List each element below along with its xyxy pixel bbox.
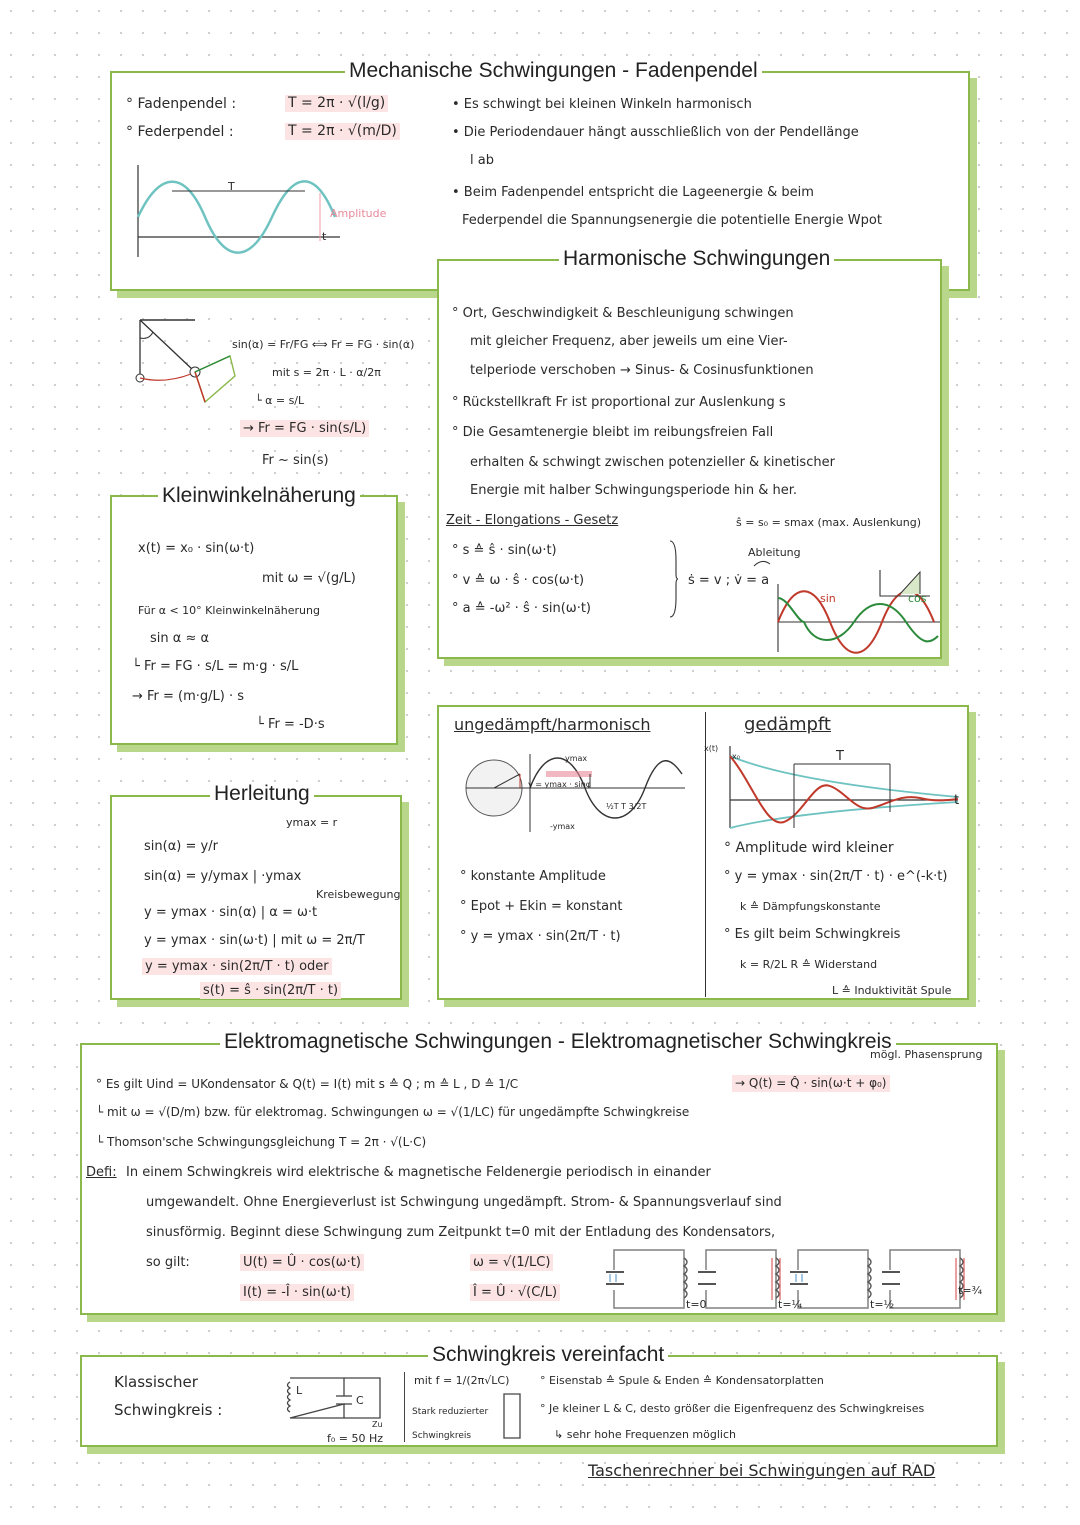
pendulum-diagram <box>135 318 245 398</box>
elek-d4: so gilt: <box>146 1255 190 1270</box>
footer-note: Taschenrechner bei Schwingungen auf RAD <box>588 1461 936 1480</box>
elek-i-eq: I(t) = -Î · sin(ω·t) <box>240 1284 354 1301</box>
pendel-f4: → Fr = FG · sin(s/L) <box>240 420 369 437</box>
gedaempft-r1: ° Amplitude wird kleiner <box>724 840 894 856</box>
klein-l3: Für α < 10° Kleinwinkelnäherung <box>138 604 320 617</box>
kleinwinkel-box <box>110 495 398 745</box>
harm-eq-s: ° s ≙ ŝ · sin(ω·t) <box>452 543 557 558</box>
t0-label: t=0 <box>686 1298 707 1311</box>
verein-divider <box>404 1372 405 1442</box>
frequency-formula: mit f = 1/(2π√LC) <box>414 1374 510 1387</box>
pendel-f5: Fr ~ sin(s) <box>262 453 329 468</box>
harm-l3: telperiode verschoben → Sinus- & Cosinusfunktionen <box>470 363 814 378</box>
gedaempft-r3: k ≙ Dämpfungskonstante <box>740 900 881 913</box>
klassisch-2: Schwingkreis : <box>114 1401 223 1419</box>
mech-bullet-2a: • Die Periodendauer hängt ausschließlich von der Pendellänge <box>452 125 859 140</box>
derivative-relation: ṡ = v ; v̇ = a <box>688 573 770 588</box>
federpendel-formula: T = 2π · √(m/D) <box>285 123 400 140</box>
fadenpendel-label: ° Fadenpendel : <box>126 96 237 112</box>
harm-l1: ° Ort, Geschwindigkeit & Beschleunigung schwingen <box>452 306 794 321</box>
herl-l0: ymax = r <box>286 816 338 829</box>
elek-omega-eq: ω = √(1/LC) <box>470 1254 553 1271</box>
herl-l3: y = ymax · sin(α) | α = ω·t <box>144 905 318 920</box>
t3-label: t=¾ <box>958 1284 983 1297</box>
graph-T-label: T <box>228 180 235 193</box>
x0-label: x₀ <box>732 752 740 761</box>
harm-l4: ° Rückstellkraft Fr ist proportional zur Auslenkung s <box>452 395 786 410</box>
elek-l1b: → Q(t) = Q̂ · sin(ω·t + φ₀) <box>732 1075 890 1092</box>
sine-amplitude-graph <box>130 165 350 265</box>
xt-label: x(t) <box>704 744 719 753</box>
herl-l4: y = ymax · sin(ω·t) | mit ω = 2π/T <box>144 933 365 948</box>
verein-title: Schwingkreis vereinfacht <box>428 1343 668 1367</box>
mech-bullet-3b: Federpendel die Spannungsenergie die potentielle Energie Wpot <box>462 213 882 228</box>
graph-amplitude-label: Amplitude <box>330 207 387 220</box>
defi-label: Defi: <box>86 1165 117 1180</box>
klein-l2: mit ω = √(g/L) <box>262 571 356 586</box>
t2-label: t=½ <box>870 1298 895 1311</box>
reduced-circuit <box>498 1390 528 1442</box>
stark-reduziert-2: Schwingkreis <box>412 1431 472 1441</box>
herl-l5: y = ymax · sin(2π/T · t) oder <box>142 958 332 975</box>
harm-eq-v: ° v ≙ ω · ŝ · cos(ω·t) <box>452 573 585 588</box>
federpendel-label: ° Federpendel : <box>126 124 234 140</box>
harm-l2: mit gleicher Frequenz, aber jeweils um eine Vier- <box>470 334 788 349</box>
verein-b3: ↳ sehr hohe Frequenzen möglich <box>554 1428 736 1441</box>
verein-b1: ° Eisenstab ≙ Spule & Enden ≙ Kondensatorplatten <box>540 1374 824 1387</box>
klein-l4: sin α ≈ α <box>150 631 210 646</box>
ungedaempft-l1: ° konstante Amplitude <box>460 869 606 884</box>
t1-label: t=¼ <box>778 1298 803 1311</box>
klassisch-1: Klassischer <box>114 1373 198 1391</box>
gedaempft-heading: gedämpft <box>744 714 831 735</box>
harm-l5: ° Die Gesamtenergie bleibt im reibungsfreien Fall <box>452 425 774 440</box>
coil-L-label: L <box>296 1384 303 1397</box>
harm-l7: Energie mit halber Schwingungsperiode hin & her. <box>470 483 798 498</box>
ysin-label: y = ymax · sinφ <box>528 780 592 789</box>
ungedaempft-l2: ° Epot + Ekin = konstant <box>460 899 623 914</box>
stark-reduziert-1: Stark reduzierter <box>412 1407 489 1417</box>
klein-title: Kleinwinkelnäherung <box>158 484 360 508</box>
elek-u-eq: U(t) = Û · cos(ω·t) <box>240 1254 364 1271</box>
ungedaempft-l3: ° y = ymax · sin(2π/T · t) <box>460 929 621 944</box>
damped-t-label: t <box>954 793 960 808</box>
damped-T-label: T <box>836 749 844 764</box>
elek-d1: In einem Schwingkreis wird elektrische & magnetische Feldenergie periodisch in einander <box>126 1165 711 1180</box>
shat-definition: ŝ = s₀ = smax (max. Auslenkung) <box>736 516 922 529</box>
harm-l6: erhalten & schwingt zwischen potenzieller & kinetischer <box>470 455 835 470</box>
mech-bullet-3a: • Beim Fadenpendel entspricht die Lageenergie & beim <box>452 185 814 200</box>
fadenpendel-formula: T = 2π · √(l/g) <box>285 95 388 112</box>
elek-l1: ° Es gilt Uind = UKondensator & Q(t) = I(t) mit s ≙ Q ; m ≙ L , D ≙ 1/C <box>96 1077 519 1091</box>
verein-b2: ° Je kleiner L & C, desto größer die Eigenfrequenz des Schwingkreises <box>540 1402 925 1415</box>
cos-label: cos <box>908 592 927 605</box>
herl-l6: s(t) = ŝ · sin(2π/T · t) <box>200 982 341 999</box>
mech-bullet-2b: l ab <box>470 153 494 168</box>
gedaempft-r5: k = R/2L R ≙ Widerstand <box>740 958 878 971</box>
phasensprung-note: mögl. Phasensprung <box>870 1048 983 1061</box>
cap-C-label: C <box>356 1394 364 1407</box>
mech-bullet-1: • Es schwingt bei kleinen Winkeln harmonisch <box>452 97 752 112</box>
harm-title: Harmonische Schwingungen <box>559 247 834 271</box>
pendel-f1: sin(α) = Fr/FG ⟺ Fr = FG · sin(α) <box>232 338 415 351</box>
pendel-f2: mit s = 2π · L · α/2π <box>272 366 381 379</box>
elek-d2: umgewandelt. Ohne Energieverlust ist Schwingung ungedämpft. Strom- & Spannungsverlauf sind <box>146 1195 782 1210</box>
herl-l2: sin(α) = y/ymax | ·ymax <box>144 869 302 884</box>
elek-d3: sinusförmig. Beginnt diese Schwingung zum Zeitpunkt t=0 mit der Entladung des Kondensators, <box>146 1225 776 1240</box>
ungedaempft-heading: ungedämpft/harmonisch <box>454 715 651 734</box>
ableitung-label: Ableitung <box>748 546 801 559</box>
herl-l2b: Kreisbewegung <box>316 888 401 901</box>
f0-label: f₀ = 50 Hz <box>327 1432 384 1445</box>
gedaempft-r6: L ≙ Induktivität Spule <box>832 984 952 997</box>
herl-l1: sin(α) = y/r <box>144 839 218 854</box>
period-ticks: ½T T 3/2T <box>606 802 647 811</box>
zeit-elongations-gesetz: Zeit - Elongations - Gesetz <box>446 513 619 528</box>
pendel-f3: └ α = s/L <box>255 394 305 407</box>
gedaempft-r4: ° Es gilt beim Schwingkreis <box>724 927 901 942</box>
elek-l2: └ mit ω = √(D/m) bzw. für elektromag. Schwingungen ω = √(1/LC) für ungedämpfte Schwingkreise <box>96 1105 690 1119</box>
zu-label: Zu <box>372 1420 383 1429</box>
elek-title: Elektromagnetische Schwingungen - Elektromagnetischer Schwingkreis <box>220 1030 896 1054</box>
harm-eq-a: ° a ≙ -ω² · ŝ · sin(ω·t) <box>452 601 591 616</box>
graph-t-label: t <box>322 230 327 243</box>
mech-title: Mechanische Schwingungen - Fadenpendel <box>345 59 762 83</box>
elek-l3: └ Thomson'sche Schwingungsgleichung T = 2π · √(L·C) <box>96 1135 427 1149</box>
elek-ihat-eq: Î = Û · √(C/L) <box>470 1284 560 1301</box>
eq-bracket <box>668 540 678 618</box>
gedaempft-r2: ° y = ymax · sin(2π/T · t) · e^(-k·t) <box>724 869 948 884</box>
herl-title: Herleitung <box>210 782 314 806</box>
klein-l5: └ Fr = FG · s/L = m·g · s/L <box>132 659 299 674</box>
sin-label: sin <box>820 592 836 605</box>
klein-l6: → Fr = (m·g/L) · s <box>132 689 245 704</box>
klein-l1: x(t) = x₀ · sin(ω·t) <box>138 541 255 556</box>
ymax-label: ymax <box>565 754 588 763</box>
klein-l7: └ Fr = -D·s <box>256 717 325 732</box>
neg-ymax-label: -ymax <box>550 822 575 831</box>
